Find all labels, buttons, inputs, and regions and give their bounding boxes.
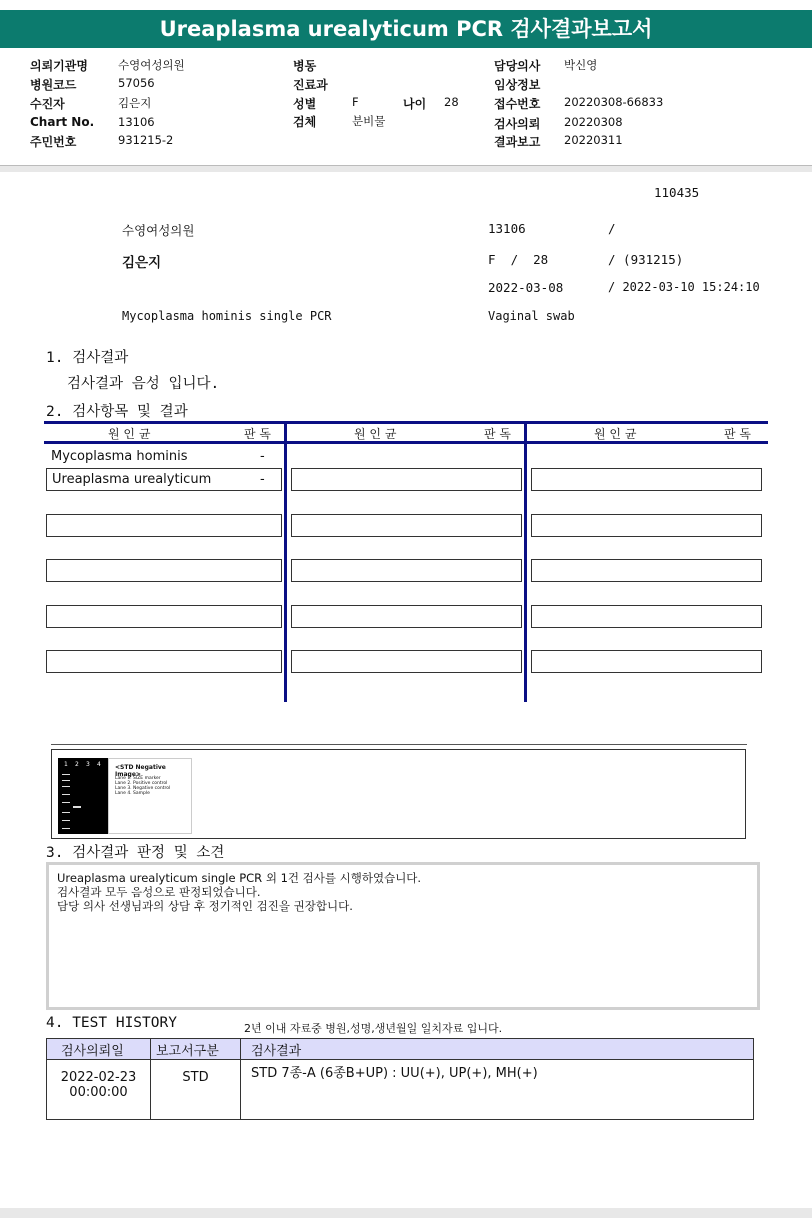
lane-number: 4 (97, 761, 101, 768)
body-received-date: 2022-03-08 (488, 280, 564, 295)
opinion-line: 담당 의사 선생님과의 상담 후 정기적인 검진을 권장합니다. (57, 899, 353, 913)
gel-legend (108, 758, 192, 834)
empty-cell (291, 468, 522, 491)
age-value: 28 (444, 95, 459, 109)
gel-band (62, 802, 70, 803)
gel-image (58, 758, 108, 834)
empty-cell (291, 559, 522, 582)
empty-cell (46, 605, 282, 628)
empty-cell (531, 605, 762, 628)
gel-legend-line: Lane 2. Positive control (115, 781, 168, 786)
gel-top-rule (51, 744, 747, 745)
chart-label: Chart No. (30, 115, 95, 129)
request-value: 20220308 (564, 115, 623, 129)
body-slash: / (608, 221, 616, 236)
gel-band (62, 794, 70, 795)
pathogen-name: Ureaplasma urealyticum (52, 472, 212, 487)
ward-label: 병동 (293, 59, 317, 73)
institution-label: 의뢰기관명 (30, 59, 88, 73)
section1-result: 검사결과 음성 입니다. (67, 376, 220, 392)
receipt-value: 20220308-66833 (564, 95, 664, 109)
body-reported: / 2022-03-10 15:24:10 (608, 280, 760, 294)
col-header-pathogen: 원 인 균 (594, 427, 637, 441)
gel-band (62, 820, 70, 821)
empty-cell (291, 514, 522, 537)
body-sex-age: F / 28 (488, 252, 549, 267)
section1-title: 1. 검사결과 (46, 350, 129, 366)
report-title: Ureaplasma urealyticum PCR 검사결과보고서 (0, 10, 812, 48)
gel-band (62, 780, 70, 781)
body-clinic: 수영여성의원 (122, 223, 195, 238)
col-header-pathogen: 원 인 균 (354, 427, 397, 441)
history-header: 보고서구분 (151, 1039, 241, 1060)
report-date-value: 20220311 (564, 133, 623, 147)
lane-number: 2 (75, 761, 79, 768)
patient-value: 김은지 (118, 96, 152, 110)
gel-band (62, 786, 70, 787)
gel-legend-line: Lane 1. SIZE marker (115, 776, 161, 781)
gel-band (73, 806, 81, 808)
sex-label: 성별 (293, 97, 317, 111)
report-header (0, 48, 812, 166)
section2-title: 2. 검사항목 및 결과 (46, 404, 188, 420)
gel-legend-line: Lane 3. Negative control (115, 786, 171, 791)
history-table (46, 1038, 754, 1120)
body-chart-no: 13106 (488, 221, 526, 236)
column-divider (524, 424, 527, 702)
empty-cell (531, 468, 762, 491)
history-date: 2022-02-23 (60, 1070, 137, 1085)
serial-number: 110435 (654, 185, 700, 200)
section3-title: 3. 검사결과 판정 및 소견 (46, 845, 225, 861)
institution-value: 수영여성의원 (118, 58, 185, 72)
code-label: 병원코드 (30, 78, 77, 92)
gel-band (62, 774, 70, 775)
history-type: STD (151, 1060, 241, 1120)
empty-cell (46, 650, 282, 673)
empty-cell (291, 650, 522, 673)
empty-cell (531, 650, 762, 673)
chart-value: 13106 (118, 115, 155, 129)
body-patient: 김은지 (122, 255, 162, 271)
doctor-value: 박신영 (564, 58, 598, 72)
col-header-pathogen: 원 인 균 (108, 427, 151, 441)
history-row (47, 1060, 754, 1120)
resident-value: 931215-2 (118, 133, 174, 147)
gel-legend-line: Lane 4. Sample (115, 791, 150, 796)
pathogen-result: - (260, 449, 265, 464)
lane-number: 1 (64, 761, 68, 768)
empty-cell (46, 559, 282, 582)
header-divider (0, 166, 812, 172)
section4-title: 4. TEST HISTORY (46, 1015, 177, 1031)
pathogen-result: - (260, 472, 265, 487)
empty-cell (531, 514, 762, 537)
department-label: 진료과 (293, 78, 328, 92)
page-footer-bar (0, 1208, 812, 1218)
history-result: STD 7종-A (6종B+UP) : UU(+), UP(+), MH(+) (241, 1060, 754, 1120)
report-date-label: 결과보고 (494, 135, 541, 149)
body-specimen: Vaginal swab (488, 309, 575, 323)
gel-image-box (51, 749, 746, 839)
history-date-cell (47, 1060, 151, 1120)
specimen-value: 분비물 (352, 114, 386, 128)
gel-legend-title: <STD Negative Image> (115, 764, 166, 778)
opinion-box (46, 862, 760, 1010)
specimen-label: 검체 (293, 115, 317, 129)
history-header: 검사의뢰일 (47, 1039, 151, 1060)
body-birth: / (931215) (608, 252, 684, 267)
clinical-label: 임상정보 (494, 78, 541, 92)
gel-band (62, 812, 70, 813)
lane-number: 3 (86, 761, 90, 768)
col-header-judgement: 판 독 (484, 427, 511, 441)
sex-value: F (352, 95, 359, 109)
empty-cell (531, 559, 762, 582)
opinion-line: Ureaplasma urealyticum single PCR 외 1건 검사를 시행하였습니다. (57, 871, 422, 885)
column-divider (284, 424, 287, 702)
history-note: 2년 이내 자료중 병원,성명,생년월일 일치자료 입니다. (244, 1022, 503, 1035)
age-label: 나이 (403, 97, 427, 111)
gel-band (62, 828, 70, 829)
receipt-label: 접수번호 (494, 97, 541, 111)
opinion-line: 검사결과 모두 음성으로 판정되었습니다. (57, 885, 261, 899)
table-top-rule (44, 421, 768, 424)
history-header: 검사결과 (241, 1039, 754, 1060)
code-value: 57056 (118, 76, 155, 90)
table-header-rule (44, 441, 768, 444)
empty-cell (291, 605, 522, 628)
col-header-judgement: 판 독 (244, 427, 271, 441)
body-test-name: Mycoplasma hominis single PCR (122, 309, 332, 323)
patient-label: 수진자 (30, 97, 65, 111)
empty-cell (46, 514, 282, 537)
history-time: 00:00:00 (69, 1085, 128, 1100)
resident-label: 주민번호 (30, 135, 77, 149)
doctor-label: 담당의사 (494, 59, 541, 73)
pathogen-name: Mycoplasma hominis (51, 449, 188, 464)
request-label: 검사의뢰 (494, 117, 541, 131)
col-header-judgement: 판 독 (724, 427, 751, 441)
